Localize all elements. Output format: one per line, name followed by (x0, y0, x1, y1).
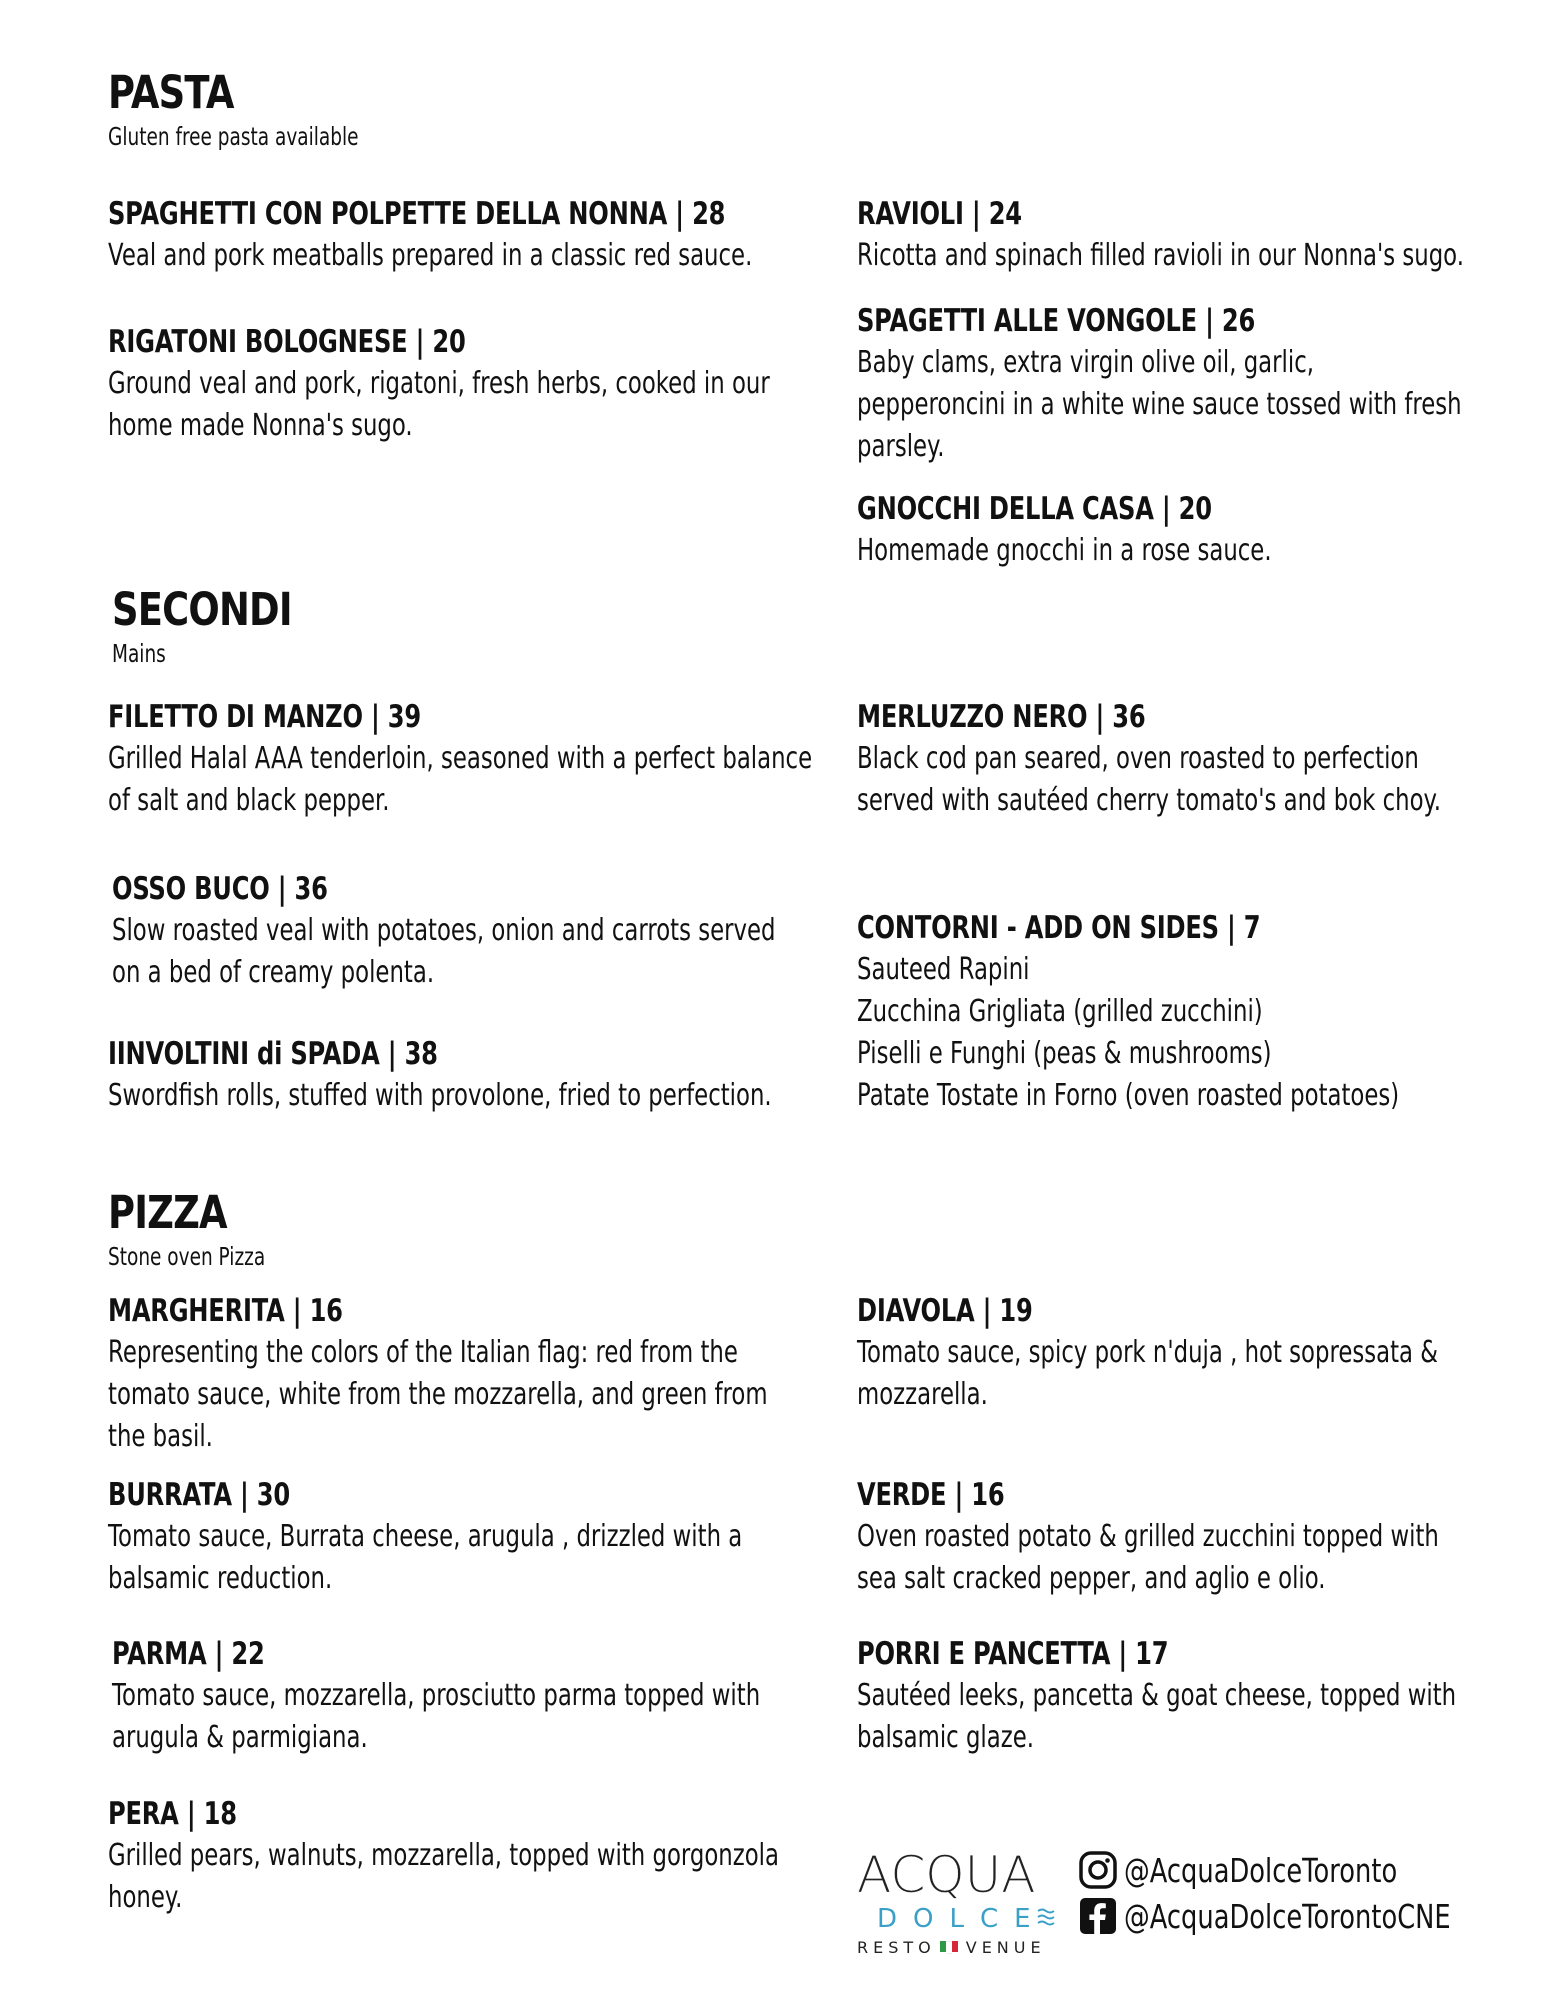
desc-line: balsamic glaze. (857, 1720, 1034, 1755)
desc-line: of salt and black pepper. (108, 783, 390, 818)
menu-item-contorni (857, 907, 1545, 1117)
item-description (857, 530, 1435, 572)
desc-line: the basil. (108, 1419, 213, 1454)
menu-item-porri-pancetta (857, 1633, 1545, 1759)
desc-line: Homemade gnocchi in a rose sauce. (857, 533, 1272, 568)
desc-line: arugula & parmigiana. (112, 1720, 368, 1755)
desc-line: Tomato sauce, spicy pork n'duja , hot sopressata & (857, 1335, 1439, 1370)
logo-dolce-text: DOLCE (877, 1904, 1047, 1934)
item-title: FILETTO DI MANZO | 39 (108, 699, 421, 735)
menu-item-burrata (108, 1474, 868, 1600)
waves-icon (1037, 1907, 1055, 1931)
logo-resto-text: RESTO (857, 1938, 936, 1957)
social-links (1078, 1848, 1543, 1938)
logo-acqua-text: ACQUA (857, 1846, 1036, 1904)
menu-item-verde (857, 1474, 1545, 1600)
desc-line: Oven roasted potato & grilled zucchini topped with (857, 1519, 1439, 1554)
menu-item-spagetti-vongole (857, 300, 1545, 468)
item-title: GNOCCHI DELLA CASA | 20 (857, 491, 1212, 527)
item-title: SPAGETTI ALLE VONGOLE | 26 (857, 303, 1256, 339)
item-title: PORRI E PANCETTA | 17 (857, 1636, 1169, 1672)
item-description (108, 1835, 779, 1919)
desc-line: Grilled Halal AAA tenderloin, seasoned with a perfect balance (108, 741, 813, 776)
item-description (857, 949, 1435, 1117)
section-title-pasta: PASTA (108, 66, 234, 119)
italian-flag-icon (940, 1941, 958, 1954)
section-title-secondi: SECONDI (112, 583, 292, 636)
menu-item-involtini-spada (108, 1033, 868, 1117)
desc-line: Swordfish rolls, stuffed with provolone, fried to perfection. (108, 1078, 772, 1113)
item-description (857, 738, 1442, 822)
instagram-icon (1078, 1850, 1118, 1890)
item-title: VERDE | 16 (857, 1477, 1005, 1513)
logo-resto-venue-row (857, 1938, 1062, 1957)
section-subtitle-pasta: Gluten free pasta available (108, 122, 359, 151)
item-title: IINVOLTINI di SPADA | 38 (108, 1036, 438, 1072)
item-description (108, 1332, 768, 1458)
menu-item-margherita (108, 1290, 868, 1458)
acqua-dolce-logo (857, 1848, 1062, 1958)
item-title: SPAGHETTI CON POLPETTE DELLA NONNA | 28 (108, 196, 726, 232)
desc-line: Slow roasted veal with potatoes, onion and carrots served (112, 913, 776, 948)
desc-line: balsamic reduction. (108, 1561, 333, 1596)
desc-line: Tomato sauce, mozzarella, prosciutto parma topped with (112, 1678, 761, 1713)
desc-line: tomato sauce, white from the mozzarella, and green from (108, 1377, 768, 1412)
item-description (108, 363, 770, 447)
item-title: OSSO BUCO | 36 (112, 871, 328, 907)
section-title-pizza: PIZZA (108, 1186, 227, 1239)
item-title: PERA | 18 (108, 1796, 237, 1832)
desc-line: Tomato sauce, Burrata cheese, arugula , drizzled with a (108, 1519, 743, 1554)
desc-line: on a bed of creamy polenta. (112, 955, 435, 990)
item-title: DIAVOLA | 19 (857, 1293, 1033, 1329)
desc-line: parsley. (857, 429, 945, 464)
desc-line: honey. (108, 1880, 183, 1915)
logo-dolce-row (877, 1904, 1062, 1934)
desc-line: Grilled pears, walnuts, mozzarella, topped with gorgonzola (108, 1838, 779, 1873)
menu-item-parma (112, 1633, 872, 1759)
desc-line: Representing the colors of the Italian flag: red from the (108, 1335, 738, 1370)
desc-line: home made Nonna's sugo. (108, 408, 413, 443)
desc-line: pepperoncini in a white wine sauce tossed with fresh (857, 387, 1462, 422)
desc-line: Zucchina Grigliata (grilled zucchini) (857, 994, 1263, 1029)
facebook-icon (1078, 1896, 1118, 1936)
item-title: RIGATONI BOLOGNESE | 20 (108, 324, 466, 360)
desc-line: Sauteed Rapini (857, 952, 1030, 987)
menu-item-osso-buco (112, 868, 872, 994)
desc-line: sea salt cracked pepper, and aglio e olio. (857, 1561, 1326, 1596)
item-description (857, 1332, 1439, 1416)
instagram-row[interactable] (1078, 1848, 1543, 1892)
desc-line: Baby clams, extra virgin olive oil, garlic, (857, 345, 1314, 380)
item-title: PARMA | 22 (112, 1636, 265, 1672)
desc-line: Black cod pan seared, oven roasted to perfection (857, 741, 1419, 776)
menu-item-pera (108, 1793, 868, 1919)
item-description (108, 1075, 772, 1117)
desc-line: Ricotta and spinach filled ravioli in our Nonna's sugo. (857, 238, 1464, 273)
menu-item-merluzzo-nero (857, 696, 1545, 822)
item-title: BURRATA | 30 (108, 1477, 290, 1513)
item-description (108, 738, 813, 822)
item-description (108, 235, 753, 277)
item-description (112, 910, 776, 994)
menu-item-diavola (857, 1290, 1545, 1416)
section-subtitle-secondi: Mains (112, 639, 166, 668)
desc-line: Veal and pork meatballs prepared in a classic red sauce. (108, 238, 753, 273)
item-title: MARGHERITA | 16 (108, 1293, 343, 1329)
item-description (108, 1516, 743, 1600)
facebook-handle[interactable]: @AcquaDolceTorontoCNE (1124, 1896, 1451, 1936)
item-description (857, 342, 1462, 468)
menu-item-gnocchi (857, 488, 1545, 572)
item-title: CONTORNI - ADD ON SIDES | 7 (857, 910, 1261, 946)
desc-line: mozzarella. (857, 1377, 988, 1412)
item-description (857, 235, 1464, 277)
menu-item-spaghetti-polpette (108, 193, 868, 277)
desc-line: served with sautéed cherry tomato's and bok choy. (857, 783, 1442, 818)
desc-line: Ground veal and pork, rigatoni, fresh herbs, cooked in our (108, 366, 770, 401)
logo-venue-text: VENUE (965, 1938, 1046, 1957)
item-description (112, 1675, 761, 1759)
menu-item-filetto-manzo (108, 696, 868, 822)
section-subtitle-pizza: Stone oven Pizza (108, 1242, 266, 1271)
instagram-handle[interactable]: @AcquaDolceToronto (1124, 1850, 1398, 1890)
menu-item-rigatoni-bolognese (108, 321, 868, 447)
item-title: MERLUZZO NERO | 36 (857, 699, 1146, 735)
item-description (857, 1516, 1439, 1600)
item-title: RAVIOLI | 24 (857, 196, 1022, 232)
desc-line: Patate Tostate in Forno (oven roasted potatoes) (857, 1078, 1400, 1113)
menu-item-ravioli (857, 193, 1545, 277)
desc-line: Piselli e Funghi (peas & mushrooms) (857, 1036, 1272, 1071)
desc-line: Sautéed leeks, pancetta & goat cheese, topped with (857, 1678, 1457, 1713)
item-description (857, 1675, 1457, 1759)
facebook-row[interactable] (1078, 1894, 1543, 1938)
